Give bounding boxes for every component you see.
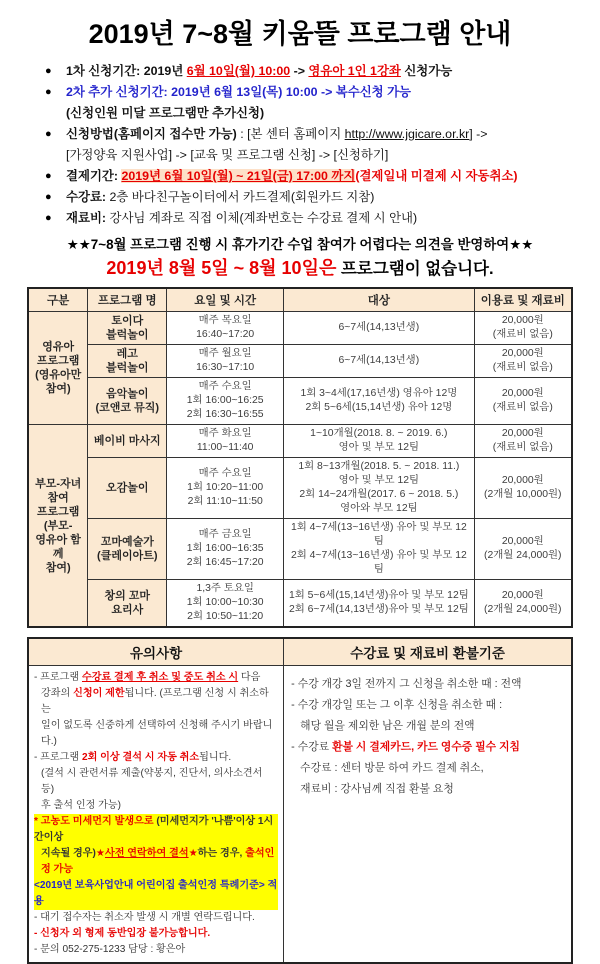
schedule-cell: 매주 수요일 1회 10:20~11:00 2회 11:10~11:50 xyxy=(167,458,284,519)
program-row xyxy=(28,312,572,345)
group-cell-parent-child-program: 부모-자녀 참여 프로그램 (부모- 영유아 함께 참여) xyxy=(28,425,88,628)
target-cell: 1~10개월(2018. 8. ~ 2019. 6.) 영아 및 부모 12팀 xyxy=(284,425,474,458)
notes-line-fine-dust-warning: * 고농도 미세먼지 발생으로 (미세먼지가 '나쁨'이상 1시간이상 xyxy=(34,814,278,846)
notes-line-contact: - 문의 052-275-1233 담당 : 황은아 xyxy=(34,944,186,955)
target-cell: 1회 5~6세(15,14년생)유아 및 부모 12팀 2회 6~7세(14,13년생)유아 및 부모 12팀 xyxy=(284,580,474,628)
refund-line: - 수강 개강 3일 전까지 그 신청을 취소한 때 : 전액 xyxy=(291,678,522,690)
col-header-schedule: 요일 및 시간 xyxy=(167,288,284,312)
bottom-header-row xyxy=(28,638,572,666)
group-cell-infant-program: 영유아 프로그램 (영유아만 참여) xyxy=(28,312,88,425)
first-application-period: ● 1차 신청기간: 2019년 6월 10일(월) 10:00 -> 영유아 1인 1강좌 신청가능 xyxy=(45,61,563,82)
notes-line-fine-dust-warning: 지속될 경우)★사전 연락하여 결석★하는 경우, 출석인정 가능 xyxy=(34,846,278,878)
target-cell: 1회 4~7세(13~16년생) 유아 및 부모 12팀 2회 4~7세(13~16년생) 유아 및 부모 12팀 xyxy=(284,519,474,580)
notes-content xyxy=(28,666,284,964)
refund-line: - 수강 개강일 또는 그 이후 신청을 취소한 때 : xyxy=(291,699,503,711)
application-method-path: [가정양육 지원사업] -> [교육 및 프로그램 신청] -> [신청하기] xyxy=(66,148,389,162)
no-program-notice: 2019년 8월 5일 ~ 8월 10일은 프로그램이 없습니다. xyxy=(106,258,494,278)
schedule-cell: 매주 화요일 11:00~11:40 xyxy=(167,425,284,458)
col-header-program-name: 프로그램 명 xyxy=(88,288,167,312)
program-name-cell: 토이다 블럭놀이 xyxy=(88,312,167,345)
target-cell: 1회 8~13개월(2018. 5. ~ 2018. 11.) 영아 및 부모 12팀 2회 14~24개월(2017. 6 ~ 2018. 5.) 영아와 부모 12팀 xyxy=(284,458,474,519)
bottom-content-row xyxy=(28,666,572,964)
program-table xyxy=(27,287,573,628)
schedule-cell: 매주 수요일 1회 16:00~16:25 2회 16:30~16:55 xyxy=(167,378,284,425)
schedule-cell: 매주 월요일 16:30~17:10 xyxy=(167,345,284,378)
program-name-cell: 음악놀이 (코앤코 뮤직) xyxy=(88,378,167,425)
notes-title: 유의사항 xyxy=(28,638,284,666)
refund-line: 해당 월을 제외한 남은 개월 분의 전액 xyxy=(300,720,475,732)
refund-line: 재료비 : 강사님께 직접 환불 요청 xyxy=(300,783,454,795)
fee-cell: 20,000원 (재료비 없음) xyxy=(474,425,572,458)
col-header-category: 구분 xyxy=(28,288,88,312)
target-cell: 1회 3~4세(17,16년생) 영유아 12명 2회 5~6세(15,14년생) 유아 12명 xyxy=(284,378,474,425)
notes-line: 후 출석 인정 가능) xyxy=(41,800,122,811)
second-application-period: ● 2차 추가 신청기간: 2019년 6월 13일(목) 10:00 -> 복수신청 가능 xyxy=(45,82,563,103)
program-name-cell: 오감놀이 xyxy=(88,458,167,519)
refund-line: 수강료 : 센터 방문 하여 카드 결제 취소, xyxy=(300,762,484,774)
holiday-feedback-note: ★★7~8월 프로그램 진행 시 휴가기간 수업 참여가 어렵다는 의견을 반영하여★★ xyxy=(66,237,534,252)
refund-content xyxy=(284,666,572,964)
target-cell: 6~7세(14,13년생) xyxy=(284,312,474,345)
program-row xyxy=(28,378,572,425)
program-row xyxy=(28,519,572,580)
notes-line: - 프로그램 수강료 결제 후 취소 및 중도 취소 시 다음 xyxy=(34,672,261,683)
notes-line: - 프로그램 2회 이상 결석 시 자동 취소됩니다. xyxy=(34,752,232,763)
fee-cell: 20,000원 (재료비 없음) xyxy=(474,345,572,378)
notes-line: - 대기 접수자는 취소자 발생 시 개별 연락드립니다. xyxy=(34,912,255,923)
notes-line: - 신청자 외 형제 동반입장 불가능합니다. xyxy=(34,928,211,939)
refund-line: - 수강료 환불 시 결제카드, 카드 영수증 필수 지침 xyxy=(291,741,520,753)
schedule-cell: 1,3주 토요일 1회 10:00~10:30 2회 10:50~11:20 xyxy=(167,580,284,628)
program-name-cell: 베이비 마사지 xyxy=(88,425,167,458)
notes-line: 강좌의 신청이 제한됩니다. (프로그램 신청 시 취소하는 xyxy=(41,688,269,715)
fee-cell: 20,000원 (2개월 24,000원) xyxy=(474,580,572,628)
program-name-cell: 꼬마예술가 (클레이아트) xyxy=(88,519,167,580)
schedule-cell: 매주 금요일 1회 16:00~16:35 2회 16:45~17:20 xyxy=(167,519,284,580)
application-method: ● 신청방법(홈페이지 접수만 가능) : [본 센터 홈페이지 http://www.jgicare.or.kr] -> xyxy=(45,124,563,145)
payment-period: ● 결제기간: 2019년 6월 10일(월) ~ 21일(금) 17:00 까지(결제일내 미결제 시 자동취소) xyxy=(45,166,563,187)
fee-cell: 20,000원 (재료비 없음) xyxy=(474,312,572,345)
material-fee-info: ● 재료비: 강사님 계좌로 직접 이체(계좌번호는 수강료 결제 시 안내) xyxy=(45,208,563,229)
program-name-cell: 레고 블럭놀이 xyxy=(88,345,167,378)
program-row xyxy=(28,425,572,458)
fee-cell: 20,000원 (재료비 없음) xyxy=(474,378,572,425)
notes-line: (결석 시 관련서류 제출(약봉지, 진단서, 의사소견서 등) xyxy=(41,768,263,795)
refund-title: 수강료 및 재료비 환불기준 xyxy=(284,638,572,666)
table-header-row xyxy=(28,288,572,312)
notes-line: 일이 없도록 신중하게 선택하여 신청해 주시기 바랍니다.) xyxy=(41,720,273,747)
col-header-target: 대상 xyxy=(284,288,474,312)
program-name-cell: 창의 꼬마 요리사 xyxy=(88,580,167,628)
fee-cell: 20,000원 (2개월 10,000원) xyxy=(474,458,572,519)
target-cell: 6~7세(14,13년생) xyxy=(284,345,474,378)
program-row xyxy=(28,345,572,378)
col-header-fee: 이용료 및 재료비 xyxy=(474,288,572,312)
program-row xyxy=(28,458,572,519)
schedule-cell: 매주 목요일 16:40~17:20 xyxy=(167,312,284,345)
page-title: 2019년 7~8월 키움뜰 프로그램 안내 xyxy=(88,19,512,49)
program-row xyxy=(28,580,572,628)
tuition-fee-info: ● 수강료: 2층 바다친구놀이터에서 카드결제(회원카드 지참) xyxy=(45,187,563,208)
notes-refund-table xyxy=(27,637,573,964)
second-application-note: (신청인원 미달 프로그램만 추가신청) xyxy=(66,106,265,120)
fee-cell: 20,000원 (2개월 24,000원) xyxy=(474,519,572,580)
notes-line-attendance-rule: <2019년 보육사업안내 어린이집 출석인정 특례기준> 적용 xyxy=(34,878,278,910)
info-list xyxy=(27,61,573,229)
